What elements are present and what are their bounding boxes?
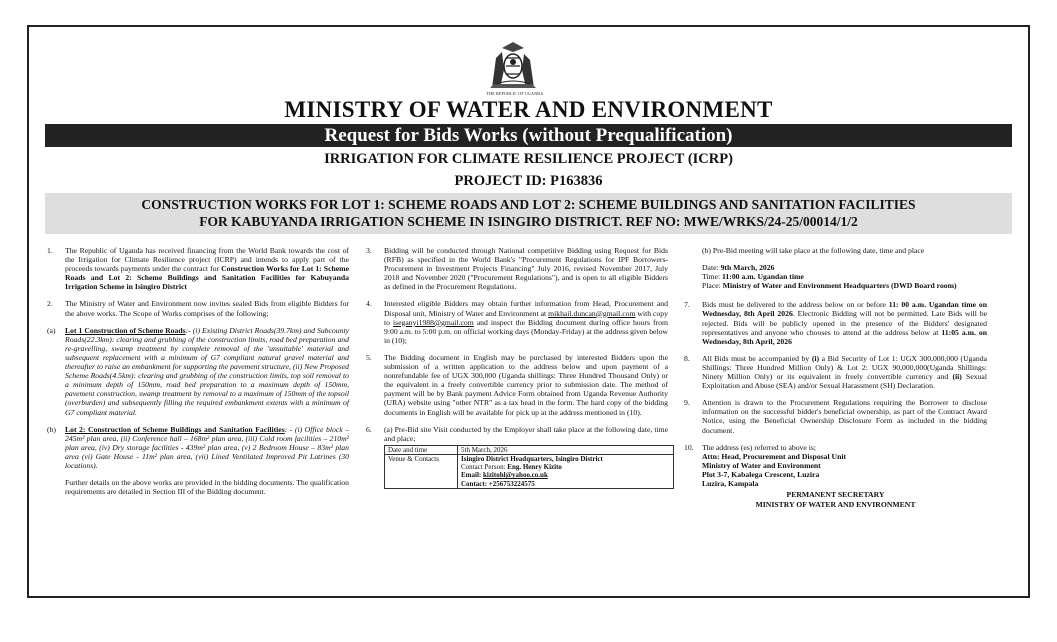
paragraph-4 <box>366 299 668 344</box>
table-cell: 5th March, 2026 <box>458 445 674 454</box>
signatory-title: PERMANENT SECRETARY <box>786 490 885 500</box>
paragraph-number: 4. <box>366 299 372 309</box>
email-label: Email: <box>461 471 483 480</box>
paragraph-text: The Republic of Uganda has received financing from the World Bank towards the cost of the Irrigation for Climate Resilience project (ICRP) and intends to apply part of the proceeds towards payments under the contract for <box>65 246 349 274</box>
tender-heading <box>45 193 1012 234</box>
contact-person: Eng. Henry Kizito <box>507 463 562 472</box>
ministry-title: MINISTRY OF WATER AND ENVIRONMENT <box>284 97 773 122</box>
opening-time: 11:05 a.m. on Wednesday, 8th April, 2026 <box>702 327 987 346</box>
column-1 <box>47 246 349 504</box>
paragraph-text: Bidding will be conducted through National competitive Bidding using Request for Bids (RFB) as specified in the World Bank's "Procurement Regulations for IPF Borrowers- Procurement in Investment Projects Financing" July 2016, revised November 2017, July 2018 and November 2020 ("Procurement Regulations"), and is open to all eligible Bidders as defined in the Procurement Regulations. <box>384 246 668 292</box>
label: Place: <box>702 281 723 291</box>
paragraph-text: The Bidding document in English may be purchased by interested Bidders upon the submission of a written application to the address below and upon payment of a nonrefundable fee of UGX 300,000 (Uganda shillings: Three Hundred Thousand Only) or the equivalent in a freely convertible currency prior to submission date. The method of payment will be by Bank payment Advice Form obtained from Uganda Revenue Authority (URA) website using "other NTR" as a tax head in the form. The hard copy of the bidding documents in English will be available for pick up at the address mentioned in (10). <box>384 352 668 417</box>
column-3 <box>684 246 987 509</box>
paragraph-number: 2. <box>47 299 53 309</box>
deadline: 11: 00 a.m. Ugandan time on Wednesday, 8th April 2026 <box>702 300 987 319</box>
paragraph-number: 8. <box>684 353 690 363</box>
lot-1-text: :- (i) Existing District Roads(39.7km) and Subcounty Roads(22.3km): clearing and grubbing of the construction limits, road bed preparation and re-gravelling, swamp treatment by complete removal of the 'unsuitable' material and subsequent replacement with a minimum of G7 compliant natural gravel material and thereafter to raise an embankment for supporting the pavement structure, (ii) New Proposed Scheme Roads(4.5km): clearing and grubbing of the construction limits, top soil removal to a minimum depth of 150mm, road bed preparation to a maximum depth of 150mm, pavement construction, swamp treatment by removal to a maximum of 150mm of the topsoil (overburden) and subsequently filling the required embankment extents with a minimum of G7 compliant material. <box>65 325 349 417</box>
table-row <box>385 454 674 488</box>
label: Date: <box>702 263 721 273</box>
paragraph-text: Further details on the above works are provided in the bidding documents. The qualification requirements are detailed in Section III of the Bidding document. <box>65 478 349 497</box>
address-line: Attn: Head, Procurement and Disposal Unit <box>702 451 847 461</box>
paragraph-number: 3. <box>366 246 372 255</box>
venue-name: Isingiro District Headquarters, Isingiro District <box>461 454 603 463</box>
paragraph-number: 7. <box>684 300 690 310</box>
address-line: Plot 3-7, Kabalega Crescent, Luzira <box>702 469 820 479</box>
paragraph-10 <box>684 443 987 488</box>
table-cell: Date and time <box>385 445 458 454</box>
item-marker: (i) <box>811 353 820 363</box>
paragraph-5 <box>366 353 668 417</box>
paragraph-1 <box>47 246 349 291</box>
meeting-place <box>702 281 987 290</box>
email-link[interactable]: mikhail.duncan@gmail.com <box>548 308 636 318</box>
further-details <box>47 478 349 496</box>
paragraph-3 <box>366 246 668 291</box>
crest-caption: THE REPUBLIC OF UGANDA <box>486 91 544 96</box>
paragraph-7 <box>684 300 987 345</box>
lot-1-title: Lot 1 Construction of Scheme Roads <box>65 325 186 335</box>
tender-heading-line-1: CONSTRUCTION WORKS FOR LOT 1: SCHEME ROADS AND LOT 2: SCHEME BUILDINGS AND SANITATION FACILITIES <box>141 197 916 212</box>
paragraph-text: and inspect the Bidding document during office hours from 9:00 a.m. to 5:00 p.m. on official working days (Monday-Friday) at the address given below in (10); <box>384 317 668 345</box>
pre-bid-meeting <box>684 246 987 255</box>
column-2 <box>366 246 668 489</box>
meeting-details <box>684 263 987 290</box>
uganda-coat-of-arms-icon <box>484 40 542 92</box>
meeting-date <box>702 263 987 272</box>
paragraph-text: All Bids must be accompanied by <box>702 353 812 363</box>
paragraph-number: 6. <box>366 424 372 434</box>
paragraph-number: 5. <box>366 352 372 362</box>
paragraph-6 <box>366 425 668 443</box>
lot-2-title: Lot 2: Construction of Scheme Buildings and Sanitation Facilities <box>65 424 285 434</box>
contact-label: Contact Person: <box>461 463 508 472</box>
paragraph-text: (a) Pre-Bid site Visit conducted by the Employer shall take place at the following date, time and place; <box>384 424 668 443</box>
table-cell <box>458 454 674 488</box>
paragraph-text: Sexual Exploitation and Abuse (SEA) and/or Sexual Harassment (SH) Declaration. <box>702 372 987 391</box>
project-id: PROJECT ID: P163836 <box>454 173 603 189</box>
email-link[interactable]: iseganyi1988@gmail.com <box>392 317 474 327</box>
value: 9th March, 2026 <box>720 263 775 273</box>
paragraph-number: 1. <box>47 246 53 255</box>
paragraph-number: 9. <box>684 398 690 408</box>
site-visit-table <box>384 445 674 489</box>
paragraph-8 <box>684 354 987 390</box>
paragraph-text: . Electronic Bidding will not be permitted. Late Bids will be rejected. Bids will be publicly opened in the presence of the Bidders' designated representatives and anyone who chooses to attend at the address below at <box>702 309 988 337</box>
item-letter: (b) <box>47 424 56 434</box>
rfb-banner: Request for Bids Works (without Prequalification) <box>45 124 1012 147</box>
project-name: IRRIGATION FOR CLIMATE RESILIENCE PROJECT (ICRP) <box>324 151 733 167</box>
paragraph-text: a Bid Security of Lot 1: UGX 300,000,000 (Uganda Shillings: Three Hundred Million Only) & Lot 2: UGX 90,000,000(Uganda Shillings: Ninety Million Only) or its equivalent in freely convertible currency and <box>702 353 987 382</box>
paragraph-text: Interested eligible Bidders may obtain further information from Head, Procurement and Disposal unit, Ministry of Water and Environment at <box>384 299 668 318</box>
value: 11:00 a.m. Ugandan time <box>722 272 804 282</box>
address-block <box>702 452 987 488</box>
meeting-time <box>702 272 987 281</box>
paragraph-9 <box>684 398 987 434</box>
value: Ministry of Water and Environment Headquarters (DWD Board room) <box>722 281 957 291</box>
paragraph-text: The address (es) referred to above is; <box>702 442 816 452</box>
address-line: Ministry of Water and Environment <box>702 460 821 470</box>
signatory-ministry: MINISTRY OF WATER AND ENVIRONMENT <box>755 500 916 510</box>
contract-name: Construction Works for Lot 1: Scheme Roads and Lot 2: Scheme Buildings and Sanitation Facilities for Kabuyanda Irrigation Scheme in Isingiro District <box>65 264 349 292</box>
paragraph-text: (b) Pre-Bid meeting will take place at the following date, time and place <box>702 246 925 255</box>
paragraph-text: Bids must be delivered to the address below on or before <box>702 300 889 310</box>
address-line: Luzira, Kampala <box>702 478 759 488</box>
lot-2-text: : - (i) Office block – 245m² plan area, (ii) Conference hall – 168m² plan area, (iii) Cold room facilities – 210m² plan area, (iv) Dry storage facilities - 439m² plan area, (v) 2 Bedroom House – 83m² plan area (vi) Gate House - 11m² plan area, (vii) Lined Ventilated Improved Pit Latrines (30 locations). <box>65 424 349 470</box>
paragraph-number: 10. <box>684 442 694 452</box>
table-row <box>385 445 674 454</box>
item-marker: (ii) <box>952 372 962 382</box>
scope-lot-2 <box>47 425 349 470</box>
scope-lot-1 <box>47 326 349 417</box>
item-letter: (a) <box>47 325 56 335</box>
paragraph-text: with copy to <box>384 308 668 327</box>
email-link[interactable]: kizitohl@yahoo.co.uk <box>482 471 548 480</box>
paragraph-2 <box>47 299 349 317</box>
tender-heading-line-2: FOR KABUYANDA IRRIGATION SCHEME IN ISINGIRO DISTRICT. REF NO: MWE/WRKS/24-25/00014/1/2 <box>199 214 858 229</box>
paragraph-text: The Ministry of Water and Environment now invites sealed Bids from eligible Bidders for the above works. The Scope of Works comprises of the following; <box>65 299 349 318</box>
contact-phone: Contact: +256753224575 <box>461 479 535 488</box>
table-cell: Venue & Contacts <box>385 454 458 488</box>
paragraph-text: Attention is drawn to the Procurement Regulations requiring the Borrower to disclose information on the successful bidder's beneficial ownership, as part of the Contract Award Notice, using the Beneficial Ownership Disclosure Form as included in the bidding document. <box>702 398 987 435</box>
label: Time: <box>702 272 723 282</box>
